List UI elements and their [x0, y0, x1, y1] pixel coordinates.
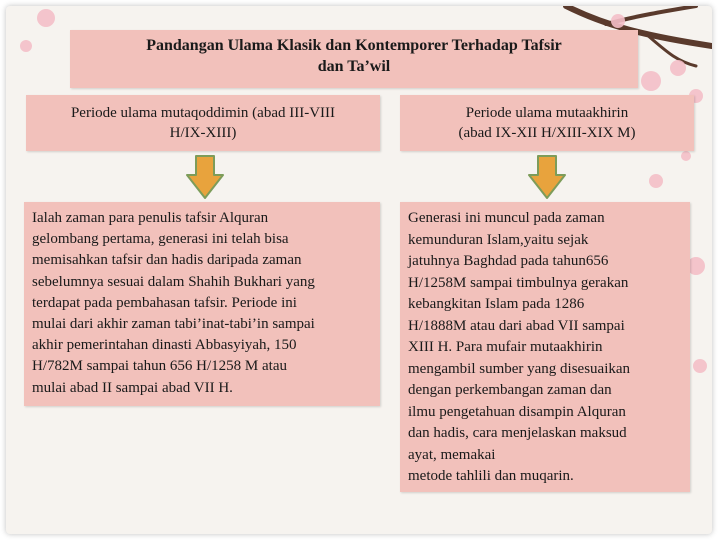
down-arrow-icon: [528, 155, 566, 199]
title-box: [70, 30, 638, 88]
description-line: ilmu pengetahuan disampin Alquran: [408, 403, 626, 420]
description-line: XIII H. Para mufair mutaakhirin: [408, 339, 603, 355]
description-line: H/1888M atau dari abad VII sampai: [408, 317, 625, 334]
title-line-2: dan Ta’wil: [317, 58, 391, 75]
description-line: memisahkan tafsir dan hadis daripada zaman: [32, 252, 302, 269]
description-line: Ialah zaman para penulis tafsir Alquran: [32, 210, 269, 226]
description-line: metode tahlili dan muqarin.: [408, 468, 574, 484]
description-line: H/782M sampai tahun 656 H/1258 M atau: [32, 358, 287, 375]
description-line: kebangkitan Islam pada 1286: [408, 296, 585, 312]
description-line: akhir pemerintahan dinasti Abbasyiyah, 150: [32, 337, 297, 354]
description-box-classic: [24, 202, 380, 406]
down-arrow-icon: [186, 155, 224, 199]
description-line: mengambil sumber yang disesuaikan: [408, 360, 631, 377]
description-line: terdapat pada pembahasan tafsir. Periode ini: [32, 294, 297, 311]
description-line: dengan perkembangan zaman dan: [408, 382, 612, 398]
period-contemporary-line-1: Periode ulama mutaakhirin: [465, 105, 629, 121]
description-line: jatuhnya Baghdad pada tahun656: [408, 253, 609, 269]
description-line: ayat, memakai: [408, 446, 496, 463]
description-line: H/1258M sampai timbulnya gerakan: [408, 274, 629, 291]
description-line: gelombang pertama, generasi ini telah bisa: [32, 231, 289, 248]
period-box-classic: [26, 95, 380, 151]
description-line: mulai abad II sampai abad VII H.: [32, 379, 233, 396]
title-line-1: Pandangan Ulama Klasik dan Kontemporer Terhadap Tafsir: [146, 37, 562, 54]
description-line: kemunduran Islam,yaitu sejak: [408, 231, 589, 248]
description-line: Generasi ini muncul pada zaman: [408, 210, 605, 226]
period-contemporary-line-2: (abad IX-XII H/XIII-XIX M): [458, 125, 636, 141]
slide: [6, 6, 712, 534]
description-line: dan hadis, cara menjelaskan maksud: [408, 425, 627, 441]
period-classic-line-1: Periode ulama mutaqoddimin (abad III-VIII: [70, 105, 336, 121]
period-box-contemporary: [400, 95, 694, 151]
description-line: mulai dari akhir zaman tabi’inat-tabi’in sampai: [32, 316, 315, 333]
description-box-contemporary: [400, 202, 690, 492]
description-line: sebelumnya sesuai dalam Shahih Bukhari yang: [32, 273, 315, 290]
period-classic-line-2: H/IX-XIII): [169, 125, 237, 141]
